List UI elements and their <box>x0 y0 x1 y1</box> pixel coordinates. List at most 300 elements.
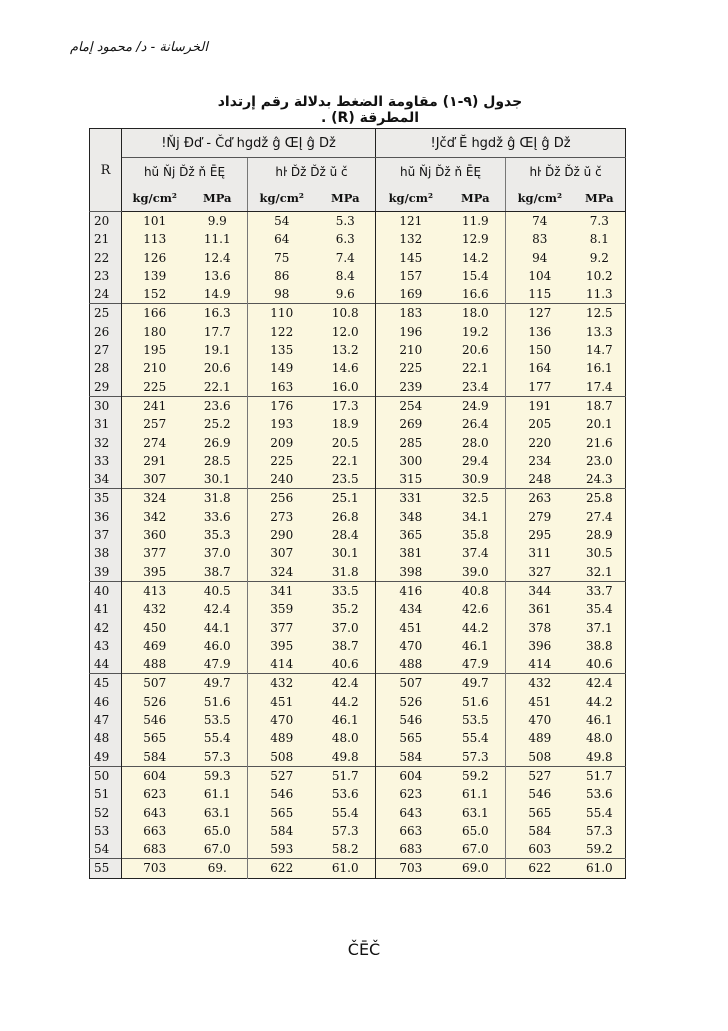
mpa-value-cell: 59.3 <box>188 766 248 785</box>
mpa-value-cell: 14.7 <box>574 341 626 359</box>
mpa-value-cell: 14.9 <box>188 285 248 304</box>
mpa-value-cell: 33.6 <box>188 508 248 526</box>
mpa-value-cell: 28.4 <box>316 526 376 544</box>
table-row <box>90 508 626 526</box>
kgcm2-value-cell: 432 <box>506 674 574 693</box>
mpa-value-cell: 39.0 <box>446 563 506 582</box>
mpa-value-cell: 58.2 <box>316 840 376 859</box>
kgcm2-value-cell: 378 <box>506 619 574 637</box>
rebound-number-cell: 51 <box>90 785 122 803</box>
mpa-value-cell: 25.2 <box>188 415 248 433</box>
mpa-value-cell: 53.6 <box>316 785 376 803</box>
kgcm2-value-cell: 623 <box>376 785 446 803</box>
mpa-value-cell: 46.1 <box>446 637 506 655</box>
kgcm2-value-cell: 469 <box>122 637 188 655</box>
mpa-value-cell: 18.9 <box>316 415 376 433</box>
kgcm2-value-cell: 132 <box>376 230 446 248</box>
kgcm2-value-cell: 381 <box>376 544 446 562</box>
mpa-value-cell: 25.1 <box>316 489 376 508</box>
kgcm2-value-cell: 414 <box>506 655 574 674</box>
table-row <box>90 452 626 470</box>
kgcm2-value-cell: 344 <box>506 581 574 600</box>
mpa-value-cell: 40.6 <box>574 655 626 674</box>
mpa-value-cell: 11.1 <box>188 230 248 248</box>
sub-header-1: hŭ Ňj Ďž ň ĒĘ <box>122 158 248 186</box>
table-row <box>90 711 626 729</box>
rebound-number-cell: 49 <box>90 748 122 767</box>
mpa-value-cell: 19.1 <box>188 341 248 359</box>
rebound-number-cell: 37 <box>90 526 122 544</box>
mpa-value-cell: 22.1 <box>188 378 248 397</box>
mpa-value-cell: 12.0 <box>316 323 376 341</box>
kgcm2-value-cell: 470 <box>248 711 316 729</box>
rebound-number-cell: 22 <box>90 249 122 267</box>
mpa-value-cell: 63.1 <box>446 804 506 822</box>
mpa-value-cell: 38.8 <box>574 637 626 655</box>
kgcm2-value-cell: 546 <box>122 711 188 729</box>
mpa-value-cell: 57.3 <box>574 822 626 840</box>
kgcm2-value-cell: 526 <box>376 693 446 711</box>
kgcm2-value-cell: 220 <box>506 434 574 452</box>
kgcm2-value-cell: 94 <box>506 249 574 267</box>
mpa-value-cell: 12.5 <box>574 304 626 323</box>
mpa-value-cell: 24.9 <box>446 396 506 415</box>
table-row <box>90 766 626 785</box>
rebound-number-cell: 36 <box>90 508 122 526</box>
table-row <box>90 341 626 359</box>
rebound-number-cell: 43 <box>90 637 122 655</box>
kgcm2-value-cell: 241 <box>122 396 188 415</box>
kgcm2-value-cell: 205 <box>506 415 574 433</box>
kgcm2-value-cell: 300 <box>376 452 446 470</box>
mpa-value-cell: 20.6 <box>188 359 248 377</box>
unit-header: kg/cm² <box>248 185 316 212</box>
kgcm2-value-cell: 396 <box>506 637 574 655</box>
kgcm2-value-cell: 210 <box>376 341 446 359</box>
mpa-value-cell: 14.6 <box>316 359 376 377</box>
mpa-value-cell: 30.1 <box>188 470 248 489</box>
mpa-value-cell: 8.1 <box>574 230 626 248</box>
kgcm2-value-cell: 136 <box>506 323 574 341</box>
kgcm2-value-cell: 395 <box>122 563 188 582</box>
table-title: جدول (٩-١) مقاومة الضغط بدلالة رقم إرتداد المطرقة (R) . <box>217 94 523 126</box>
mpa-value-cell: 31.8 <box>188 489 248 508</box>
mpa-value-cell: 37.0 <box>316 619 376 637</box>
kgcm2-value-cell: 663 <box>122 822 188 840</box>
kgcm2-value-cell: 623 <box>122 785 188 803</box>
kgcm2-value-cell: 145 <box>376 249 446 267</box>
rebound-number-cell: 27 <box>90 341 122 359</box>
kgcm2-value-cell: 360 <box>122 526 188 544</box>
mpa-value-cell: 13.3 <box>574 323 626 341</box>
mpa-value-cell: 42.4 <box>316 674 376 693</box>
group-header-2: !Jčď Ĕ hgdž ĝ ŒĮ ĝ Dž <box>376 129 626 158</box>
table-row <box>90 526 626 544</box>
kgcm2-value-cell: 546 <box>506 785 574 803</box>
kgcm2-value-cell: 127 <box>506 304 574 323</box>
mpa-value-cell: 5.3 <box>316 212 376 231</box>
rebound-number-cell: 44 <box>90 655 122 674</box>
mpa-value-cell: 31.8 <box>316 563 376 582</box>
kgcm2-value-cell: 139 <box>122 267 188 285</box>
page-number: ČĒČ <box>347 940 381 959</box>
kgcm2-value-cell: 311 <box>506 544 574 562</box>
table-row <box>90 563 626 582</box>
table-row <box>90 396 626 415</box>
mpa-value-cell: 11.3 <box>574 285 626 304</box>
mpa-value-cell: 57.3 <box>446 748 506 767</box>
table-row <box>90 249 626 267</box>
kgcm2-value-cell: 365 <box>376 526 446 544</box>
kgcm2-value-cell: 279 <box>506 508 574 526</box>
mpa-value-cell: 47.9 <box>446 655 506 674</box>
kgcm2-value-cell: 622 <box>506 859 574 878</box>
mpa-value-cell: 15.4 <box>446 267 506 285</box>
mpa-value-cell: 10.2 <box>574 267 626 285</box>
kgcm2-value-cell: 239 <box>376 378 446 397</box>
mpa-value-cell: 7.4 <box>316 249 376 267</box>
kgcm2-value-cell: 307 <box>248 544 316 562</box>
rebound-number-cell: 55 <box>90 859 122 878</box>
mpa-value-cell: 44.1 <box>188 619 248 637</box>
kgcm2-value-cell: 470 <box>506 711 574 729</box>
kgcm2-value-cell: 291 <box>122 452 188 470</box>
mpa-value-cell: 6.3 <box>316 230 376 248</box>
mpa-value-cell: 38.7 <box>316 637 376 655</box>
mpa-value-cell: 20.5 <box>316 434 376 452</box>
mpa-value-cell: 32.1 <box>574 563 626 582</box>
mpa-value-cell: 51.6 <box>446 693 506 711</box>
mpa-value-cell: 9.6 <box>316 285 376 304</box>
kgcm2-value-cell: 377 <box>122 544 188 562</box>
mpa-value-cell: 10.8 <box>316 304 376 323</box>
kgcm2-value-cell: 361 <box>506 600 574 618</box>
mpa-value-cell: 46.1 <box>316 711 376 729</box>
rebound-number-cell: 34 <box>90 470 122 489</box>
kgcm2-value-cell: 263 <box>506 489 574 508</box>
kgcm2-value-cell: 307 <box>122 470 188 489</box>
kgcm2-value-cell: 152 <box>122 285 188 304</box>
kgcm2-value-cell: 489 <box>248 729 316 747</box>
kgcm2-value-cell: 450 <box>122 619 188 637</box>
rebound-number-cell: 33 <box>90 452 122 470</box>
mpa-value-cell: 24.3 <box>574 470 626 489</box>
mpa-value-cell: 53.6 <box>574 785 626 803</box>
rebound-number-cell: 26 <box>90 323 122 341</box>
mpa-value-cell: 20.1 <box>574 415 626 433</box>
mpa-value-cell: 11.9 <box>446 212 506 231</box>
kgcm2-value-cell: 593 <box>248 840 316 859</box>
mpa-value-cell: 28.9 <box>574 526 626 544</box>
kgcm2-value-cell: 101 <box>122 212 188 231</box>
rebound-number-cell: 24 <box>90 285 122 304</box>
kgcm2-value-cell: 508 <box>248 748 316 767</box>
table-row <box>90 212 626 231</box>
table-row <box>90 655 626 674</box>
kgcm2-value-cell: 565 <box>122 729 188 747</box>
mpa-value-cell: 29.4 <box>446 452 506 470</box>
mpa-value-cell: 16.0 <box>316 378 376 397</box>
mpa-value-cell: 37.0 <box>188 544 248 562</box>
kgcm2-value-cell: 489 <box>506 729 574 747</box>
unit-header: kg/cm² <box>376 185 446 212</box>
kgcm2-value-cell: 86 <box>248 267 316 285</box>
kgcm2-value-cell: 324 <box>248 563 316 582</box>
kgcm2-value-cell: 157 <box>376 267 446 285</box>
kgcm2-value-cell: 643 <box>122 804 188 822</box>
kgcm2-value-cell: 508 <box>506 748 574 767</box>
rebound-number-cell: 48 <box>90 729 122 747</box>
rebound-number-cell: 25 <box>90 304 122 323</box>
mpa-value-cell: 17.4 <box>574 378 626 397</box>
kgcm2-value-cell: 315 <box>376 470 446 489</box>
kgcm2-value-cell: 683 <box>376 840 446 859</box>
kgcm2-value-cell: 113 <box>122 230 188 248</box>
mpa-value-cell: 59.2 <box>574 840 626 859</box>
mpa-value-cell: 51.6 <box>188 693 248 711</box>
kgcm2-value-cell: 257 <box>122 415 188 433</box>
mpa-value-cell: 38.7 <box>188 563 248 582</box>
mpa-value-cell: 55.4 <box>574 804 626 822</box>
mpa-value-cell: 47.9 <box>188 655 248 674</box>
kgcm2-value-cell: 290 <box>248 526 316 544</box>
mpa-value-cell: 16.1 <box>574 359 626 377</box>
kgcm2-value-cell: 398 <box>376 563 446 582</box>
kgcm2-value-cell: 254 <box>376 396 446 415</box>
rebound-number-cell: 40 <box>90 581 122 600</box>
kgcm2-value-cell: 126 <box>122 249 188 267</box>
rebound-number-cell: 38 <box>90 544 122 562</box>
unit-header: MPa <box>446 185 506 212</box>
kgcm2-value-cell: 546 <box>248 785 316 803</box>
kgcm2-value-cell: 416 <box>376 581 446 600</box>
table-header <box>90 129 626 212</box>
mpa-value-cell: 9.2 <box>574 249 626 267</box>
table-row <box>90 544 626 562</box>
kgcm2-value-cell: 622 <box>248 859 316 878</box>
kgcm2-value-cell: 526 <box>122 693 188 711</box>
kgcm2-value-cell: 295 <box>506 526 574 544</box>
kgcm2-value-cell: 413 <box>122 581 188 600</box>
mpa-value-cell: 30.5 <box>574 544 626 562</box>
table-row <box>90 674 626 693</box>
kgcm2-value-cell: 104 <box>506 267 574 285</box>
mpa-value-cell: 37.1 <box>574 619 626 637</box>
kgcm2-value-cell: 195 <box>122 341 188 359</box>
kgcm2-value-cell: 359 <box>248 600 316 618</box>
rebound-number-cell: 21 <box>90 230 122 248</box>
kgcm2-value-cell: 584 <box>506 822 574 840</box>
mpa-value-cell: 51.7 <box>316 766 376 785</box>
table-row <box>90 729 626 747</box>
kgcm2-value-cell: 584 <box>122 748 188 767</box>
kgcm2-value-cell: 604 <box>122 766 188 785</box>
mpa-value-cell: 61.0 <box>316 859 376 878</box>
mpa-value-cell: 8.4 <box>316 267 376 285</box>
mpa-value-cell: 35.3 <box>188 526 248 544</box>
kgcm2-value-cell: 451 <box>376 619 446 637</box>
mpa-value-cell: 49.7 <box>188 674 248 693</box>
mpa-value-cell: 40.5 <box>188 581 248 600</box>
kgcm2-value-cell: 121 <box>376 212 446 231</box>
mpa-value-cell: 65.0 <box>188 822 248 840</box>
kgcm2-value-cell: 115 <box>506 285 574 304</box>
mpa-value-cell: 59.2 <box>446 766 506 785</box>
unit-header: kg/cm² <box>506 185 574 212</box>
kgcm2-value-cell: 451 <box>248 693 316 711</box>
rebound-number-cell: 50 <box>90 766 122 785</box>
rebound-number-cell: 41 <box>90 600 122 618</box>
unit-header: MPa <box>316 185 376 212</box>
kgcm2-value-cell: 643 <box>376 804 446 822</box>
kgcm2-value-cell: 193 <box>248 415 316 433</box>
mpa-value-cell: 18.7 <box>574 396 626 415</box>
kgcm2-value-cell: 98 <box>248 285 316 304</box>
mpa-value-cell: 40.8 <box>446 581 506 600</box>
table-row <box>90 489 626 508</box>
table-row <box>90 285 626 304</box>
unit-header: kg/cm² <box>122 185 188 212</box>
mpa-value-cell: 22.1 <box>446 359 506 377</box>
mpa-value-cell: 35.4 <box>574 600 626 618</box>
table-row <box>90 619 626 637</box>
kgcm2-value-cell: 225 <box>376 359 446 377</box>
rebound-number-cell: 20 <box>90 212 122 231</box>
table-row <box>90 600 626 618</box>
kgcm2-value-cell: 273 <box>248 508 316 526</box>
kgcm2-value-cell: 507 <box>122 674 188 693</box>
kgcm2-value-cell: 432 <box>122 600 188 618</box>
mpa-value-cell: 61.0 <box>574 859 626 878</box>
kgcm2-value-cell: 135 <box>248 341 316 359</box>
kgcm2-value-cell: 180 <box>122 323 188 341</box>
kgcm2-value-cell: 240 <box>248 470 316 489</box>
kgcm2-value-cell: 54 <box>248 212 316 231</box>
kgcm2-value-cell: 225 <box>122 378 188 397</box>
kgcm2-value-cell: 603 <box>506 840 574 859</box>
mpa-value-cell: 26.4 <box>446 415 506 433</box>
kgcm2-value-cell: 348 <box>376 508 446 526</box>
mpa-value-cell: 53.5 <box>446 711 506 729</box>
kgcm2-value-cell: 584 <box>376 748 446 767</box>
kgcm2-value-cell: 196 <box>376 323 446 341</box>
rebound-number-cell: 54 <box>90 840 122 859</box>
kgcm2-value-cell: 703 <box>376 859 446 878</box>
mpa-value-cell: 26.9 <box>188 434 248 452</box>
kgcm2-value-cell: 377 <box>248 619 316 637</box>
table-row <box>90 323 626 341</box>
mpa-value-cell: 13.6 <box>188 267 248 285</box>
mpa-value-cell: 33.5 <box>316 581 376 600</box>
kgcm2-value-cell: 177 <box>506 378 574 397</box>
rebound-number-cell: 28 <box>90 359 122 377</box>
rebound-number-cell: 23 <box>90 267 122 285</box>
mpa-value-cell: 42.4 <box>188 600 248 618</box>
kgcm2-value-cell: 163 <box>248 378 316 397</box>
rebound-number-header: R <box>90 129 122 212</box>
mpa-value-cell: 13.2 <box>316 341 376 359</box>
table-row <box>90 378 626 397</box>
kgcm2-value-cell: 527 <box>506 766 574 785</box>
mpa-value-cell: 23.0 <box>574 452 626 470</box>
mpa-value-cell: 55.4 <box>446 729 506 747</box>
kgcm2-value-cell: 395 <box>248 637 316 655</box>
kgcm2-value-cell: 164 <box>506 359 574 377</box>
rebound-number-cell: 31 <box>90 415 122 433</box>
table-row <box>90 581 626 600</box>
kgcm2-value-cell: 83 <box>506 230 574 248</box>
mpa-value-cell: 44.2 <box>574 693 626 711</box>
compressive-strength-table <box>89 128 626 879</box>
kgcm2-value-cell: 256 <box>248 489 316 508</box>
kgcm2-value-cell: 432 <box>248 674 316 693</box>
mpa-value-cell: 42.6 <box>446 600 506 618</box>
rebound-number-cell: 42 <box>90 619 122 637</box>
kgcm2-value-cell: 183 <box>376 304 446 323</box>
kgcm2-value-cell: 584 <box>248 822 316 840</box>
rebound-number-cell: 45 <box>90 674 122 693</box>
kgcm2-value-cell: 683 <box>122 840 188 859</box>
mpa-value-cell: 61.1 <box>188 785 248 803</box>
sub-header-3: hŭ Ňj Ďž ň ĒĘ <box>376 158 506 186</box>
mpa-value-cell: 67.0 <box>188 840 248 859</box>
rebound-number-cell: 35 <box>90 489 122 508</box>
kgcm2-value-cell: 285 <box>376 434 446 452</box>
mpa-value-cell: 30.9 <box>446 470 506 489</box>
mpa-value-cell: 35.2 <box>316 600 376 618</box>
table-row <box>90 859 626 878</box>
kgcm2-value-cell: 122 <box>248 323 316 341</box>
kgcm2-value-cell: 166 <box>122 304 188 323</box>
rebound-number-cell: 32 <box>90 434 122 452</box>
mpa-value-cell: 46.1 <box>574 711 626 729</box>
kgcm2-value-cell: 209 <box>248 434 316 452</box>
group-header-1: !Ňj Đď - Čď hgdž ĝ ŒĮ ĝ Dž <box>122 129 376 158</box>
kgcm2-value-cell: 234 <box>506 452 574 470</box>
kgcm2-value-cell: 248 <box>506 470 574 489</box>
mpa-value-cell: 49.8 <box>574 748 626 767</box>
mpa-value-cell: 22.1 <box>316 452 376 470</box>
kgcm2-value-cell: 507 <box>376 674 446 693</box>
kgcm2-value-cell: 110 <box>248 304 316 323</box>
kgcm2-value-cell: 341 <box>248 581 316 600</box>
mpa-value-cell: 25.8 <box>574 489 626 508</box>
mpa-value-cell: 14.2 <box>446 249 506 267</box>
mpa-value-cell: 32.5 <box>446 489 506 508</box>
mpa-value-cell: 12.4 <box>188 249 248 267</box>
running-header-author: الخرسانة - د/ محمود إمام <box>70 40 208 55</box>
kgcm2-value-cell: 176 <box>248 396 316 415</box>
kgcm2-value-cell: 663 <box>376 822 446 840</box>
mpa-value-cell: 23.4 <box>446 378 506 397</box>
rebound-number-cell: 46 <box>90 693 122 711</box>
table-row <box>90 267 626 285</box>
sub-header-2: hŀ Ďž Ďž ŭ č <box>248 158 376 186</box>
mpa-value-cell: 7.3 <box>574 212 626 231</box>
kgcm2-value-cell: 488 <box>122 655 188 674</box>
mpa-value-cell: 20.6 <box>446 341 506 359</box>
mpa-value-cell: 49.7 <box>446 674 506 693</box>
mpa-value-cell: 28.5 <box>188 452 248 470</box>
kgcm2-value-cell: 565 <box>506 804 574 822</box>
mpa-value-cell: 44.2 <box>446 619 506 637</box>
table-row <box>90 637 626 655</box>
mpa-value-cell: 46.0 <box>188 637 248 655</box>
mpa-value-cell: 48.0 <box>574 729 626 747</box>
kgcm2-value-cell: 210 <box>122 359 188 377</box>
table-row <box>90 415 626 433</box>
kgcm2-value-cell: 604 <box>376 766 446 785</box>
